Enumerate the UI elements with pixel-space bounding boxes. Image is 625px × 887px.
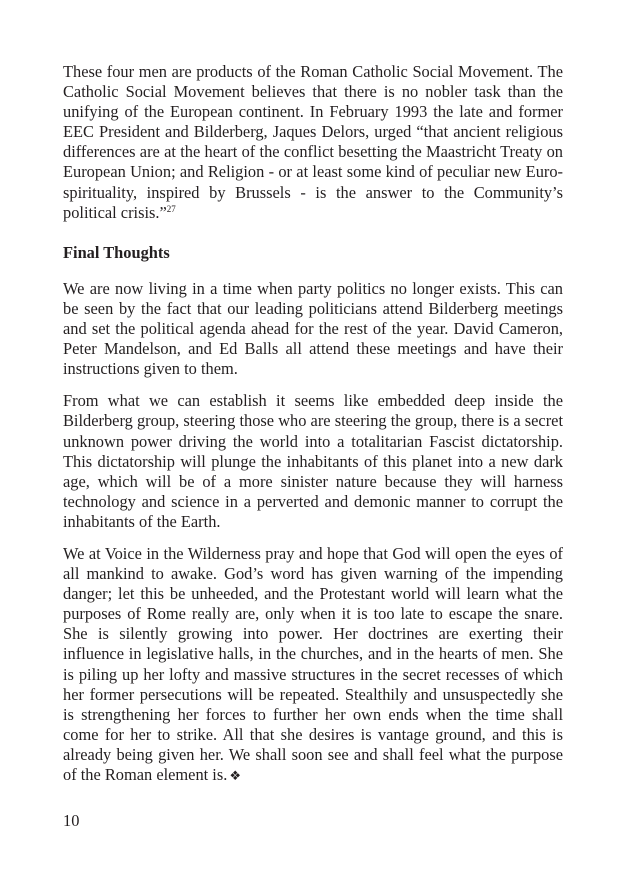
- document-page: [63, 62, 563, 799]
- end-of-article-ornament-icon: ❖: [229, 769, 241, 784]
- paragraph-secret-power: From what we can establish it seems like embedded deep inside the Bilderberg group, steering those who are steering the group, there is a secret unknown power driving the world into a totalitarian Fascist dictatorship. This dictatorship will plunge the inhabitants of this planet into a new dark age, which will be of a more sinister nature because they will harness technology and science in a perverted and demonic manner to corrupt the inhabitants of the Earth.: [63, 391, 563, 531]
- section-heading: Final Thoughts: [63, 242, 170, 262]
- paragraph-party-politics: We are now living in a time when party politics no longer exists. This can be seen by the fact that our leading politicians attend Bilderberg meetings and set the political agenda ahead for the rest of the year. David Cameron, Peter Mandelson, and Ed Balls all attend these meetings and have their instructions given to them.: [63, 278, 563, 379]
- paragraph-voice-in-wilderness: [63, 544, 563, 787]
- footnote-reference: 27: [166, 203, 176, 214]
- paragraph-catholic-social-movement: [63, 62, 563, 223]
- paragraph-text: We at Voice in the Wilderness pray and hope that God will open the eyes of all mankind to awake. God’s word has given warning of the impending danger; let this be unheeded, and the Protestant world will learn what the purposes of Rome really are, only when it is too late to escape the snare. She is silently growing into power. Her doctrines are exerting their influence in legislative halls, in the churches, and in the hearts of men. She is piling up her lofty and massive structures in the secret recesses of which her former persecutions will be repeated. Stealthily and unsuspectedly she is strengthening her forces to further her own ends when the time shall come for her to strike. All that she desires is vantage ground, and this is already being given her. We shall soon see and shall feel what the purpose of the Roman element is.: [63, 543, 563, 784]
- paragraph-text: These four men are products of the Roman Catholic Social Movement. The Catholic Social Movement believes that there is no nobler task than the unifying of the European continent. In February 1993 the late and former EEC President and Bilderberg, Jaques Delors, urged “that ancient religious differences are at the heart of the conflict besetting the Maastricht Treaty on European Union; and Religion - or at least some kind of peculiar new Euro-spirituality, inspired by Brussels - is the answer to the Community’s political crisis.”: [63, 62, 563, 222]
- page-number: 10: [63, 811, 80, 830]
